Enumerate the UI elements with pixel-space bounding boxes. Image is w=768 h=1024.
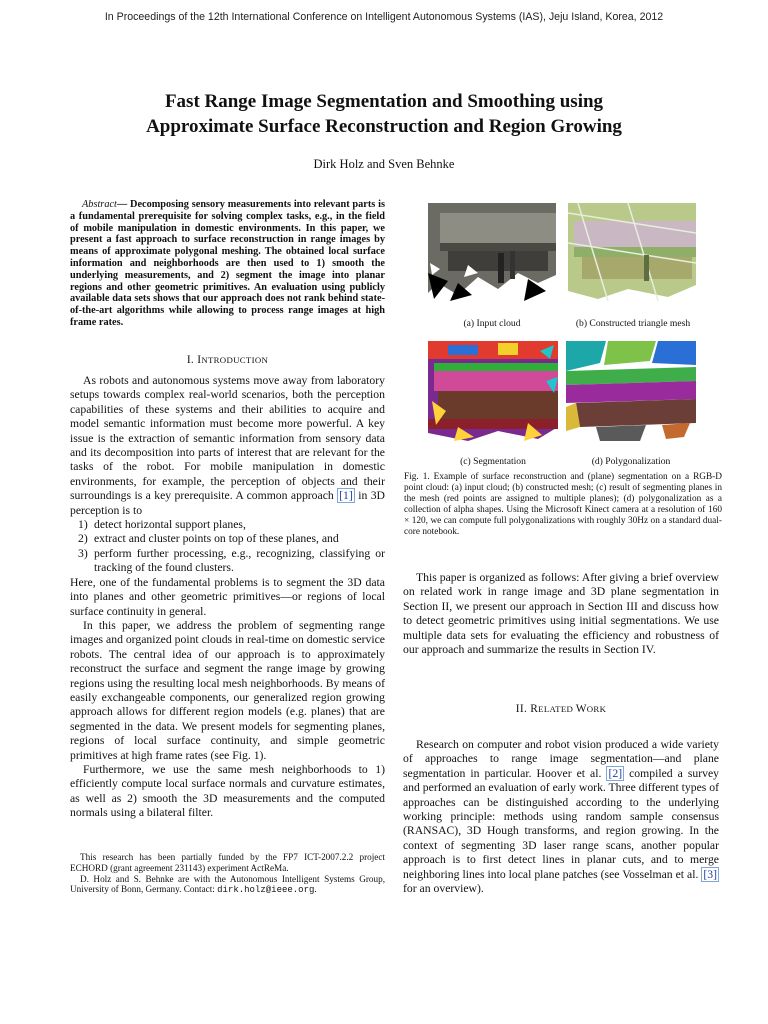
list-item: 3) perform further processing, e.g., recognizing, classifying or tracking of the found clusters. bbox=[78, 546, 385, 575]
title-line-1: Fast Range Image Segmentation and Smoothing using bbox=[164, 91, 604, 112]
footnote-affiliation: D. Holz and S. Behnke are with the Autonomous Intelligent Systems Group, University of Bonn, Germany. Contact: dirk.holz@ieee.org. bbox=[70, 873, 385, 896]
list-item: 2) extract and cluster points on top of these planes, and bbox=[78, 532, 339, 546]
intro-paragraph-1: As robots and autonomous systems move away from laboratory setups towards complex real-world scenarios, both the perception capabilities of these systems and their abilities to acquire and model semantic information must become more powerful. A key issue is the extraction of semantic information from sensory data and its decomposition into parts of interest that are relevant for the tasks of the robot. For mobile manipulation in domestic environments, for example, the perception of objects and their surroundings is a key prerequisite. A common approach [1] in 3D perception is to bbox=[70, 374, 385, 517]
list-item: 1) detect horizontal support planes, bbox=[78, 518, 246, 532]
authors: Dirk Holz and Sven Behnke bbox=[313, 157, 455, 171]
related-work-paragraph: Research on computer and robot vision produced a wide variety of approaches to range image segmentation—and plane segmentation in particular. Hoover et al. [2] compiled a survey and performed an evaluation of early work. Three different types of approaches can be distinguished according to the underlying working principle: methods using random sample consensus (RANSAC), 3D Hough transforms, and region growing. In the context of segmenting 3D laser range scans, another popular approach is to first detect lines in planar cuts, and to merge neighboring lines into local plane patches (see Vosselman et al. [3] for an overview). bbox=[403, 738, 719, 896]
related-work-heading: II. RELATED WORK bbox=[515, 703, 607, 715]
subcaption-c: (c) Segmentation bbox=[460, 456, 526, 467]
intro-list bbox=[70, 518, 385, 576]
organization-paragraph: This paper is organized as follows: After giving a brief overview on related work in range image and 3D plane segmentation in Section II, we present our approach in Section III and discuss how to detect geometric primitives using initial segmentations. We use multiple data sets for evaluating the efficiency and robustness of our approach and summarize the results in Section IV. bbox=[403, 571, 719, 657]
figure-input-cloud bbox=[428, 203, 556, 301]
figure-polygonalization bbox=[566, 341, 696, 441]
intro-paragraph-2: Here, one of the fundamental problems is to segment the 3D data into planes and other geometric primitives—or regions of local surface continuity in general. bbox=[70, 575, 385, 618]
footnote-funding: This research has been partially funded by the FP7 ICT-2007.2.2 project ECHORD (grant agreement 231143) experiment ActReMa. bbox=[70, 852, 385, 873]
paper-title bbox=[60, 90, 708, 139]
intro-paragraph-3: In this paper, we address the problem of segmenting range images and organized point clouds in real-time on domestic service robots. The central idea of our approach is to approximately reconstruct the surface and segment the range image by growing regions using the resulting local mesh neighborhoods. By means of easily exchangeable components, our generalized region growing approach allows for different region models (e.g. planes) that are segmented in the data. We present models for segmenting planes, regions of local surface continuity, and simple geometric primitives at high frame rates (see Fig. 1). bbox=[70, 618, 385, 762]
intro-heading: I. INTRODUCTION bbox=[186, 354, 269, 366]
intro-body bbox=[70, 374, 385, 821]
figure-caption: Fig. 1. Example of surface reconstruction and (plane) segmentation on a RGB-D point cloud: (a) input cloud; (b) constructed mesh; (c) result of segmenting planes in the mesh (red points are assigned to multiple planes); (d) polygonalization as a collection of alpha shapes. Using the Microsoft Kinect camera at a resolution of 160 × 120, we can compute full polygonalizations with roughly 30Hz on a standard dual-core notebook. bbox=[404, 472, 722, 537]
citation-link[interactable]: [3] bbox=[703, 867, 717, 881]
figure-segmentation bbox=[428, 341, 558, 441]
intro-paragraph-4: Furthermore, we use the same mesh neighborhoods to 1) efficiently compute local surface normals and curvature estimates, as well as 2) smooth the 3D measurements and the computed normals using a bilateral filter. bbox=[70, 762, 385, 820]
contact-email: dirk.holz@ieee.org bbox=[217, 885, 315, 896]
subcaption-d: (d) Polygonalization bbox=[591, 456, 671, 467]
citation-link[interactable]: [1] bbox=[339, 489, 353, 503]
citation-link[interactable]: [2] bbox=[608, 766, 623, 780]
proceedings-header: In Proceedings of the 12th International Conference on Intelligent Autonomous Systems (IAS), Jeju Island, Korea, 2012 bbox=[104, 11, 664, 23]
subcaption-a: (a) Input cloud bbox=[463, 318, 521, 329]
subcaption-b: (b) Constructed triangle mesh bbox=[575, 318, 691, 329]
footnote bbox=[70, 852, 385, 896]
abstract-label: Abstract bbox=[82, 199, 117, 210]
abstract-text: — Decomposing sensory measurements into relevant parts is a fundamental prerequisite for solving complex tasks, e.g., in the field of mobile manipulation in domestic environments. In this paper, we present a fast approach to surface reconstruction in range images by means of approximate polygonal meshing. The obtained local surface information and neighborhoods are then used to 1) smooth the underlying measurements, and 2) segment the image into planar regions and other geometric primitives. An evaluation using publicly available data sets shows that our approach does not rank behind state-of-the-art algorithms while allowing to process range images at high frame rates. bbox=[70, 199, 385, 328]
figure-triangle-mesh bbox=[568, 203, 696, 301]
title-line-2: Approximate Surface Reconstruction and Region Growing bbox=[146, 115, 622, 137]
abstract bbox=[70, 199, 385, 329]
related-work-body bbox=[403, 738, 719, 896]
